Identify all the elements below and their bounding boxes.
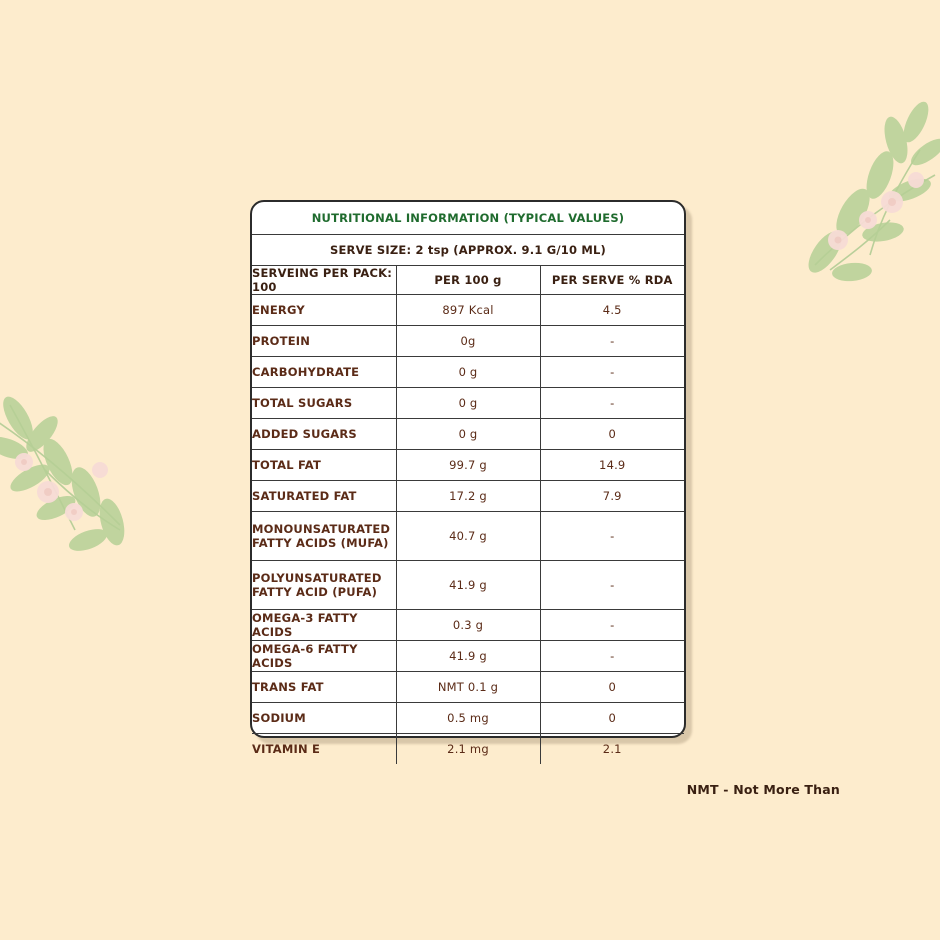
table-row	[252, 450, 684, 481]
nutrient-rda: 7.9	[540, 481, 684, 512]
nutrient-rda: 2.1	[540, 734, 684, 765]
table-row	[252, 295, 684, 326]
nutrient-per-100g: 897 Kcal	[396, 295, 540, 326]
table-row	[252, 388, 684, 419]
nutrient-per-100g: 2.1 mg	[396, 734, 540, 765]
table-row	[252, 703, 684, 734]
nutrient-rda: 0	[540, 672, 684, 703]
botanical-decoration-left	[0, 400, 200, 620]
column-header-per-serve-rda: PER SERVE % RDA	[540, 266, 684, 295]
nutrient-rda: 0	[540, 419, 684, 450]
nutrient-rda: -	[540, 561, 684, 610]
nutrient-rda: 0	[540, 703, 684, 734]
column-header-per-100g: PER 100 g	[396, 266, 540, 295]
nutrient-per-100g: 41.9 g	[396, 561, 540, 610]
nutrient-rda: -	[540, 357, 684, 388]
nutrient-name	[252, 561, 396, 610]
nutrient-per-100g: 0.5 mg	[396, 703, 540, 734]
nutrient-per-100g: 17.2 g	[396, 481, 540, 512]
table-row	[252, 419, 684, 450]
nutrient-name: PROTEIN	[252, 326, 396, 357]
nutrient-per-100g: 0 g	[396, 419, 540, 450]
nutrient-name: TRANS FAT	[252, 672, 396, 703]
nutrient-name-line2: FATTY ACIDS (MUFA)	[252, 536, 389, 550]
table-row	[252, 734, 684, 765]
nutrition-information-card	[250, 200, 686, 756]
nutrient-per-100g: 0.3 g	[396, 610, 540, 641]
nutrient-name: TOTAL FAT	[252, 450, 396, 481]
nutrient-name: TOTAL SUGARS	[252, 388, 396, 419]
nutrient-per-100g: 41.9 g	[396, 641, 540, 672]
serve-size-text: SERVE SIZE: 2 tsp (APPROX. 9.1 G/10 ML)	[252, 235, 684, 266]
nutrient-name: OMEGA-6 FATTY ACIDS	[252, 641, 396, 672]
nutrient-name	[252, 512, 396, 561]
table-row	[252, 561, 684, 610]
nutrient-rda: -	[540, 641, 684, 672]
nutrient-name: SODIUM	[252, 703, 396, 734]
table-title-row	[252, 202, 684, 235]
nutrient-rda: -	[540, 388, 684, 419]
nutrient-name: ENERGY	[252, 295, 396, 326]
nutrient-rda: -	[540, 610, 684, 641]
table-row	[252, 641, 684, 672]
nutrient-name-line1: MONOUNSATURATED	[252, 521, 391, 536]
nutrient-name-line1: POLYUNSATURATED	[252, 570, 382, 585]
nutrient-name: CARBOHYDRATE	[252, 357, 396, 388]
table-header-row	[252, 266, 684, 295]
column-header-label: SERVEING PER PACK: 100	[252, 266, 396, 295]
nutrient-rda: -	[540, 326, 684, 357]
nutrient-name-line2: FATTY ACID (PUFA)	[252, 585, 378, 599]
nutrient-rda: 14.9	[540, 450, 684, 481]
nutrient-rda: -	[540, 512, 684, 561]
nutrient-per-100g: 0g	[396, 326, 540, 357]
nutrient-per-100g: 99.7 g	[396, 450, 540, 481]
table-row	[252, 512, 684, 561]
nutrient-per-100g: 0 g	[396, 388, 540, 419]
serve-size-row	[252, 235, 684, 266]
footnote-nmt: NMT - Not More Than	[686, 782, 840, 797]
nutrient-per-100g: 40.7 g	[396, 512, 540, 561]
table-row	[252, 610, 684, 641]
nutrient-per-100g: 0 g	[396, 357, 540, 388]
nutrient-name: ADDED SUGARS	[252, 419, 396, 450]
nutrient-rda: 4.5	[540, 295, 684, 326]
table-row	[252, 357, 684, 388]
nutrient-name: SATURATED FAT	[252, 481, 396, 512]
nutrient-name: VITAMIN E	[252, 734, 396, 765]
botanical-decoration-right	[720, 80, 940, 320]
table-row	[252, 672, 684, 703]
table-row	[252, 326, 684, 357]
table-row	[252, 481, 684, 512]
nutrient-per-100g: NMT 0.1 g	[396, 672, 540, 703]
nutrition-table	[252, 202, 684, 764]
nutrition-title: NUTRITIONAL INFORMATION (TYPICAL VALUES)	[252, 202, 684, 235]
nutrient-name: OMEGA-3 FATTY ACIDS	[252, 610, 396, 641]
